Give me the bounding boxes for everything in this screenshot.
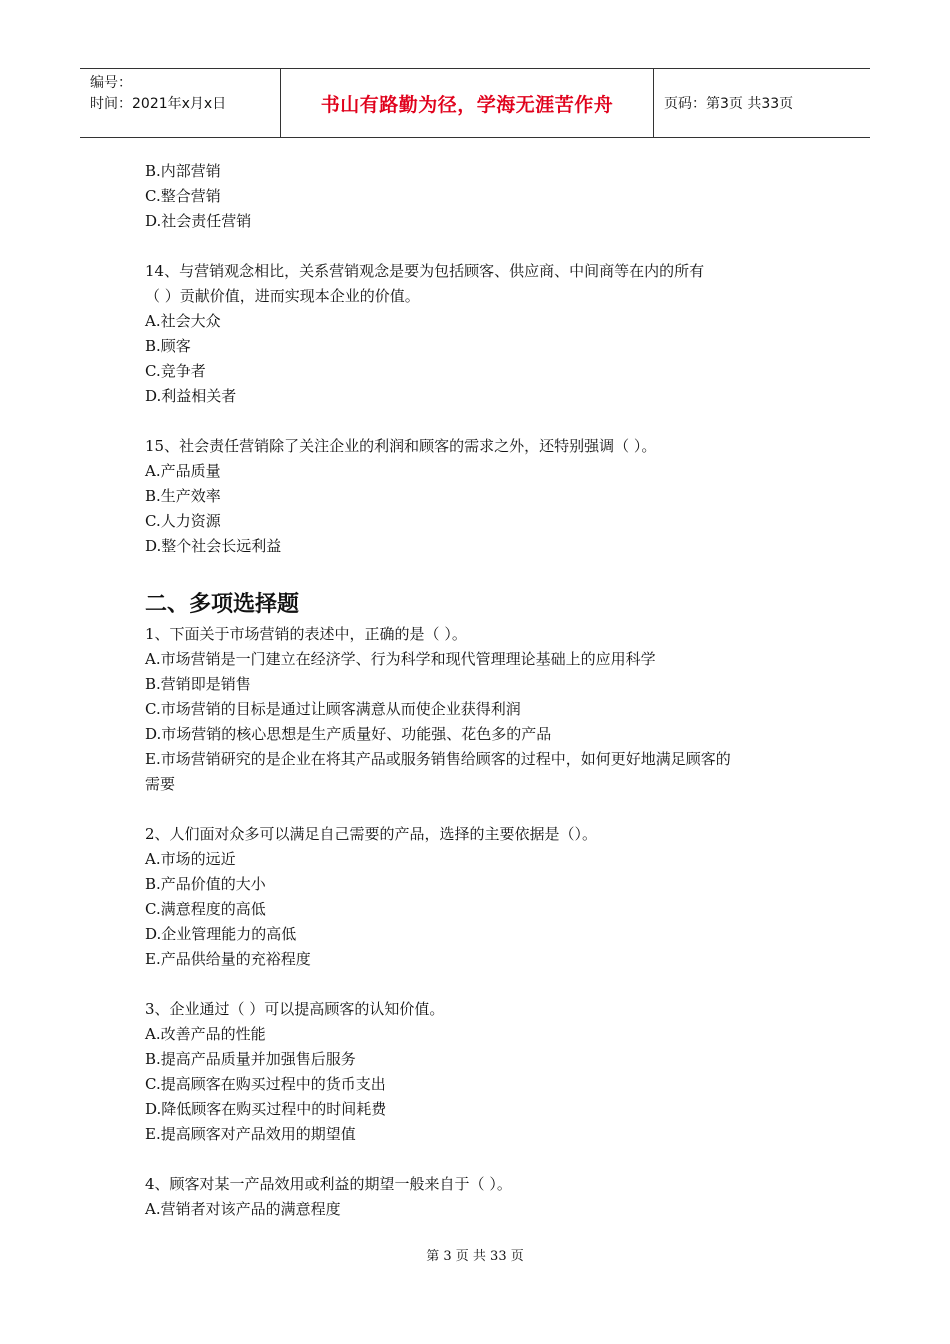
- question-stem: 4、顾客对某一产品效用或利益的期望一般来自于（ ）。: [145, 1175, 512, 1193]
- option-line: C.人力资源: [145, 512, 221, 530]
- option-line: B.营销即是销售: [145, 675, 251, 693]
- option-line: A.市场的远近: [145, 850, 236, 868]
- option-line: E.提高顾客对产品效用的期望值: [145, 1125, 356, 1143]
- document-body: [145, 159, 825, 1222]
- option-line: D.利益相关者: [145, 387, 237, 405]
- page-header: [80, 68, 870, 138]
- option-line: B.提高产品质量并加强售后服务: [145, 1050, 356, 1068]
- question-stem: （ ）贡献价值，进而实现本企业的价值。: [145, 287, 420, 305]
- page-footer: 第 3 页 共 33 页: [426, 1249, 524, 1264]
- option-line: D.社会责任营销: [145, 212, 252, 230]
- date-label: 时间：2021年x月x日: [90, 96, 227, 112]
- option-line: C.整合营销: [145, 187, 221, 205]
- option-line: B.顾客: [145, 337, 191, 355]
- header-page-number: 页码：第3页 共33页: [664, 96, 794, 112]
- option-line: C.竞争者: [145, 362, 206, 380]
- question-stem: 3、企业通过（ ）可以提高顾客的认知价值。: [145, 1000, 445, 1018]
- option-line: B.生产效率: [145, 487, 221, 505]
- option-line: D.整个社会长远利益: [145, 537, 282, 555]
- option-line: 需要: [145, 775, 176, 793]
- option-line: D.市场营销的核心思想是生产质量好、功能强、花色多的产品: [145, 725, 552, 743]
- option-line: C.市场营销的目标是通过让顾客满意从而使企业获得利润: [145, 700, 521, 718]
- option-line: B.产品价值的大小: [145, 875, 266, 893]
- option-line: D.企业管理能力的高低: [145, 925, 297, 943]
- header-meta: [80, 69, 281, 137]
- question-stem: 15、社会责任营销除了关注企业的利润和顾客的需求之外，还特别强调（ ）。: [145, 437, 657, 455]
- header-motto: 书山有路勤为径，学海无涯苦作舟: [281, 69, 654, 137]
- option-line: C.提高顾客在购买过程中的货币支出: [145, 1075, 386, 1093]
- option-line: E.产品供给量的充裕程度: [145, 950, 311, 968]
- question-stem: 14、与营销观念相比，关系营销观念是要为包括顾客、供应商、中间商等在内的所有: [145, 262, 705, 280]
- option-line: A.改善产品的性能: [145, 1025, 266, 1043]
- option-line: D.降低顾客在购买过程中的时间耗费: [145, 1100, 387, 1118]
- serial-number-label: 编号：: [90, 75, 132, 91]
- option-line: C.满意程度的高低: [145, 900, 266, 918]
- option-line: B.内部营销: [145, 162, 221, 180]
- option-line: A.营销者对该产品的满意程度: [145, 1200, 341, 1218]
- question-stem: 2、人们面对众多可以满足自己需要的产品，选择的主要依据是（）。: [145, 825, 598, 843]
- option-line: A.产品质量: [145, 462, 221, 480]
- section-heading: 二、多项选择题: [145, 592, 300, 617]
- option-line: E.市场营销研究的是企业在将其产品或服务销售给顾客的过程中，如何更好地满足顾客的: [145, 750, 731, 768]
- question-stem: 1、下面关于市场营销的表述中，正确的是（ ）。: [145, 625, 467, 643]
- option-line: A.市场营销是一门建立在经济学、行为科学和现代管理理论基础上的应用科学: [145, 650, 656, 668]
- option-line: A.社会大众: [145, 312, 221, 330]
